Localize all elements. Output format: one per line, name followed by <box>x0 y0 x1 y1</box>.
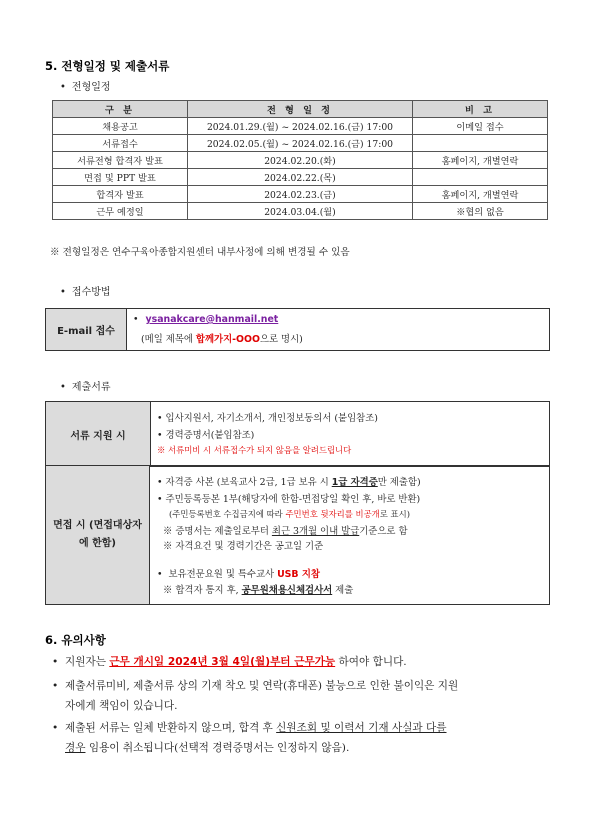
usb-note: USB 지참 <box>277 569 320 580</box>
cell <box>413 169 548 186</box>
apply-label: • 접수방법 <box>60 287 111 298</box>
header-schedule: 전 형 일 정 <box>188 101 413 118</box>
notice-1: • 지원자는 근무 개시일 2024년 3월 4일(월)부터 근무가능 하여야 합니다. <box>52 656 407 668</box>
cell: 홈페이지, 개별연락 <box>413 152 548 169</box>
docs-box-application: 서류 지원 시 • 입사지원서, 자기소개서, 개인정보동의서 (붙임참조) • 경력증명서(붙임참조) ※ 서류미비 시 서류접수가 되지 않음을 알려드립니다 <box>45 401 550 467</box>
cell: ※협의 없음 <box>413 203 548 220</box>
notice-3: • 제출된 서류는 일체 반환하지 않으며, 합격 후 신원조회 및 이력서 기재 사실과 다를 <box>52 722 447 734</box>
header-category: 구 분 <box>53 101 188 118</box>
table-row <box>53 152 548 169</box>
docs-box-interview: 면접 시 (면접대상자에 한함) • 자격증 사본 (보육교사 2급, 1급 보유 시 1급 자격증만 제출함) • 주민등록등본 1부(해당자에 한함-면접당일 확인 후, 바로 반환) (주민등록번호 수집금지에 따라 주민번호 뒷자리를 비공개로 표시) ※ 증명서는 제출일로부터 최근 3개월 이내 발급기준으로 함 ※ 자격요건 및 경력기간은 공고일 기준 • 보유전문요원 및 특수교사 USB 지참 ※ 합격자 통지 후, 공무원채용신체검사서 제출 <box>45 465 550 605</box>
docs-box-application-label: 서류 지원 시 <box>46 402 151 466</box>
doc-item: 입사지원서, 자기소개서, 개인정보동의서 (붙임참조) <box>165 413 378 424</box>
table-row <box>53 186 548 203</box>
cell: 2024.02.22.(목) <box>188 169 413 186</box>
table-row <box>53 135 548 152</box>
doc-warning: ※ 서류미비 시 서류접수가 되지 않음을 알려드립니다 <box>157 445 352 455</box>
cell: 2024.02.23.(금) <box>188 186 413 203</box>
docs-box-interview-label: 면접 시 (면접대상자에 한함) <box>46 466 150 604</box>
email-note-a: (메일 제목에 <box>141 334 196 345</box>
start-date-highlight: 근무 개시일 2024년 3월 4일(월)부터 근무가능 <box>109 656 336 668</box>
email-subject-format: 합께가지-OOO <box>195 334 260 345</box>
cell: 합격자 발표 <box>53 186 188 203</box>
cell <box>413 135 548 152</box>
health-check-doc: 공무원채용신체검사서 <box>241 585 333 596</box>
cell: 서류전형 합격자 발표 <box>53 152 188 169</box>
rrn-private-note: 주민번호 뒷자리를 비공개 <box>285 509 380 519</box>
cert-level-1: 1급 자격증 <box>331 477 378 488</box>
email-box-label: E-mail 접수 <box>46 309 127 350</box>
cell: 2024.01.29.(월) ~ 2024.02.16.(금) 17:00 <box>188 118 413 135</box>
cell: 근무 예정일 <box>53 203 188 220</box>
docs-label: • 제출서류 <box>60 382 111 393</box>
cell: 서류접수 <box>53 135 188 152</box>
cell: 채용공고 <box>53 118 188 135</box>
cell: 2024.02.05.(월) ~ 2024.02.16.(금) 17:00 <box>188 135 413 152</box>
table-row <box>53 169 548 186</box>
bullet-icon: • <box>133 314 139 325</box>
section6-title: 6. 유의사항 <box>45 633 106 647</box>
email-box <box>45 308 550 351</box>
header-note: 비 고 <box>413 101 548 118</box>
doc-item: 경력증명서(붙임참조) <box>165 430 255 441</box>
cell: 홈페이지, 개별연락 <box>413 186 548 203</box>
cell: 2024.02.20.(화) <box>188 152 413 169</box>
cell: 면접 및 PPT 발표 <box>53 169 188 186</box>
notice-2: • 제출서류미비, 제출서류 상의 기재 착오 및 연락(휴대폰) 불능으로 인한 불이익은 지원 <box>52 680 459 692</box>
notice-2-cont: 자에게 책임이 있습니다. <box>65 700 178 712</box>
recent-3-months: 최근 3개월 이내 발급 <box>271 526 360 537</box>
table-row <box>53 118 548 135</box>
notice-3-cont: 경우 임용이 취소됩니다(선택적 경력증명서는 인정하지 않음). <box>65 742 350 754</box>
email-note-c: 으로 명시) <box>259 334 303 345</box>
schedule-table <box>52 100 548 220</box>
section5-title: 5. 전형일정 및 제출서류 <box>45 59 170 73</box>
schedule-label: • 전형일정 <box>60 82 111 93</box>
cell: 이메일 접수 <box>413 118 548 135</box>
cell: 2024.03.04.(월) <box>188 203 413 220</box>
schedule-note: ※ 전형일정은 연수구육아종합지원센터 내부사정에 의해 변경될 수 있음 <box>50 247 350 258</box>
email-link[interactable]: ysanakcare@hanmail.net <box>145 314 279 325</box>
table-row <box>53 203 548 220</box>
